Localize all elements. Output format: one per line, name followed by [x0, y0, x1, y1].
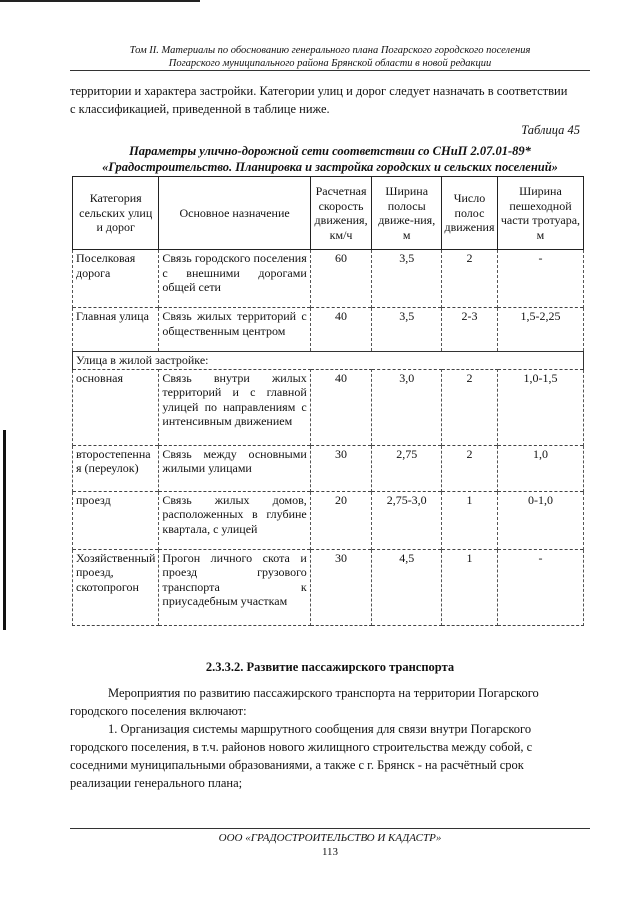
cell-speed: 40: [310, 369, 372, 445]
cell-sidewalk: 1,0: [497, 445, 583, 491]
cell-speed: 60: [310, 250, 372, 308]
cell-lane-width: 2,75: [372, 445, 442, 491]
cell-category: Поселковая дорога: [73, 250, 159, 308]
cell-purpose: Связь жилых домов, расположенных в глубине квартала, с улицей: [159, 491, 310, 549]
cell-lane-width: 4,5: [372, 549, 442, 625]
table-row: [73, 250, 584, 308]
para1-line2: городского поселения включают:: [70, 704, 247, 718]
footer-rule: [70, 828, 590, 829]
cell-purpose: Связь городского поселения с внешними дорогами общей сети: [159, 250, 310, 308]
table-section-row: [73, 352, 584, 370]
cell-lanes: 2-3: [442, 308, 498, 352]
section-label: Улица в жилой застройке:: [73, 352, 584, 370]
cell-category: Хозяйственный проезд, скотопрогон: [73, 549, 159, 625]
cell-sidewalk: 1,0-1,5: [497, 369, 583, 445]
cell-purpose: Связь между основными жилыми улицами: [159, 445, 310, 491]
cell-lanes: 2: [442, 250, 498, 308]
table-row: [73, 491, 584, 549]
table-row: [73, 445, 584, 491]
table-row: [73, 549, 584, 625]
road-parameters-table: [72, 176, 584, 626]
footer-company: ООО «ГРАДОСТРОИТЕЛЬСТВО И КАДАСТР»: [218, 832, 442, 844]
cell-sidewalk: 1,5-2,25: [497, 308, 583, 352]
scan-artifact-bar: [3, 430, 6, 630]
cell-category: проезд: [73, 491, 159, 549]
cell-lanes: 1: [442, 491, 498, 549]
header-purpose: Основное назначение: [159, 177, 310, 250]
cell-lanes: 1: [442, 549, 498, 625]
header-speed: Расчетная скорость движения, км/ч: [310, 177, 372, 250]
cell-lane-width: 2,75-3,0: [372, 491, 442, 549]
page-number: 113: [321, 846, 339, 858]
header-sidewalk: Ширина пешеходной части тротуара, м: [497, 177, 583, 250]
table-caption-line2: «Градостроительство. Планировка и застройка городских и сельских поселений»: [102, 160, 558, 174]
cell-purpose: Прогон личного скота и проезд грузового транспорта к приусадебным участкам: [159, 549, 310, 625]
cell-sidewalk: 0-1,0: [497, 491, 583, 549]
cell-lanes: 2: [442, 445, 498, 491]
cell-speed: 20: [310, 491, 372, 549]
table-caption-line1: Параметры улично-дорожной сети соответствии со СНиП 2.07.01-89*: [129, 144, 531, 158]
cell-speed: 30: [310, 549, 372, 625]
section-heading: 2.3.3.2. Развитие пассажирского транспорта: [205, 660, 455, 674]
cell-lane-width: 3,5: [372, 250, 442, 308]
header-rule: [70, 70, 590, 71]
cell-purpose: Связь жилых территорий с общественным центром: [159, 308, 310, 352]
running-header-line2: Погарского муниципального района Брянской области в новой редакции: [168, 58, 492, 69]
scan-artifact-line: [0, 0, 200, 2]
table-header-row: [73, 177, 584, 250]
cell-sidewalk: -: [497, 250, 583, 308]
cell-category: основная: [73, 369, 159, 445]
para1-line1: Мероприятия по развитию пассажирского транспорта на территории Погарского: [108, 686, 539, 700]
cell-speed: 40: [310, 308, 372, 352]
cell-speed: 30: [310, 445, 372, 491]
para2-line4: реализации генерального плана;: [70, 776, 243, 790]
cell-lane-width: 3,5: [372, 308, 442, 352]
cell-purpose: Связь внутри жилых территорий и с главной улицей по направлениям с интенсивным движением: [159, 369, 310, 445]
cell-lanes: 2: [442, 369, 498, 445]
running-header-line1: Том II. Материалы по обоснованию генерального плана Погарского городского поселения: [129, 45, 531, 56]
cell-category: Главная улица: [73, 308, 159, 352]
table-row: [73, 369, 584, 445]
para2-line3: соседними муниципальными образованиями, а также с г. Брянск - на расчётный срок: [70, 758, 524, 772]
cell-lane-width: 3,0: [372, 369, 442, 445]
intro-line1: территории и характера застройки. Категории улиц и дорог следует назначать в соответствии: [70, 84, 568, 98]
cell-category: второстепенная (переулок): [73, 445, 159, 491]
intro-line2: с классификацией, приведенной в таблице ниже.: [70, 102, 330, 116]
cell-sidewalk: -: [497, 549, 583, 625]
table-row: [73, 308, 584, 352]
header-lane-width: Ширина полосы движе-ния, м: [372, 177, 442, 250]
table-number: Таблица 45: [521, 123, 580, 137]
header-lanes: Число полос движения: [442, 177, 498, 250]
header-category: Категория сельских улиц и дорог: [73, 177, 159, 250]
para2-line2: городского поселения, в т.ч. районов нового жилищного строительства между собой, с: [70, 740, 533, 754]
para2-line1: 1. Организация системы маршрутного сообщения для связи внутри Погарского: [108, 722, 532, 736]
